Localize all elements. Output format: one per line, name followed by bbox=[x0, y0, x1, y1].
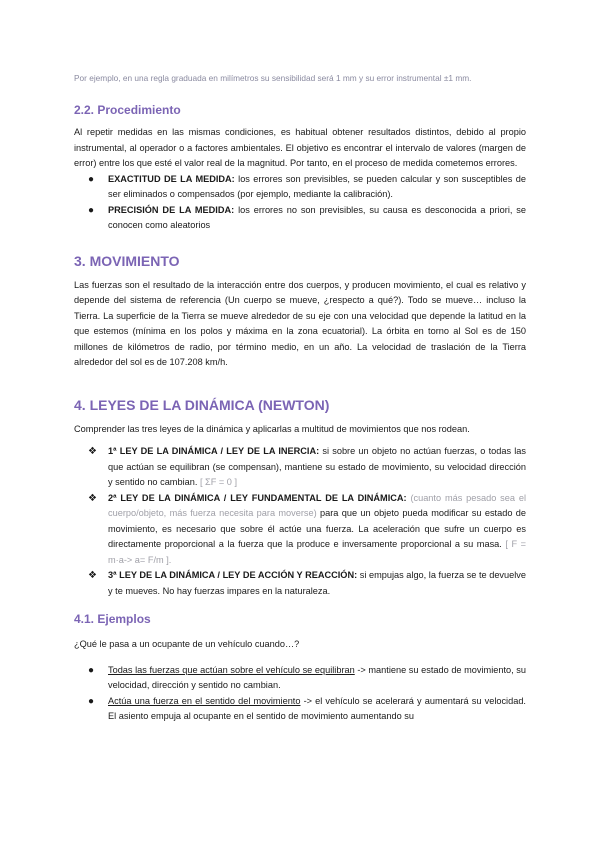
example-1-result: -> mantiene su estado de movimiento, su velocidad, dirección y sentido no cambian. bbox=[108, 664, 526, 690]
example-2-result: -> el vehículo se acelerará y aumentará su velocidad. El asiento empuja al ocupante en el sentido de movimiento aumentando su bbox=[108, 695, 526, 721]
heading-ejemplos: 4.1. Ejemplos bbox=[74, 612, 151, 626]
text-exactitud: los errores son previsibles, se pueden calcular y son susceptibles de ser eliminados o compensados (por ejemplo, mediante la calibración). bbox=[108, 173, 526, 199]
list-item bbox=[74, 568, 526, 599]
diamond-bullet-icon: ❖ bbox=[88, 492, 97, 504]
law-1-text: si sobre un objeto no actúan fuerzas, o todas las que actúan se equilibran (se compensan), mantiene su estado de movimiento, su velocidad dirección y sentido no cambian. bbox=[108, 446, 527, 487]
bullet-dot-icon: ● bbox=[88, 664, 95, 676]
document-page bbox=[74, 66, 526, 725]
list-ejemplos bbox=[74, 663, 526, 725]
list-item bbox=[74, 491, 526, 569]
law-2-text: para que un objeto pueda modificar su estado de movimiento, es necesario que sobre él actúe una fuerza. La aceleración que sufre un cuerpo es directamente proporcional a la fuerza que la produce e inversamente proporcional a su masa. bbox=[108, 508, 526, 549]
list-item bbox=[74, 663, 526, 694]
paragraph-procedimiento: Al repetir medidas en las mismas condiciones, es habitual obtener resultados distintos, debido al propio instrumental, al operador o a factores ambientales. El objetivo es encontrar el intervalo de valores (margen de error) entre los que esté el valor real de la magnitud. Por tanto, en el proceso de medida cometemos errores. bbox=[74, 127, 526, 168]
list-leyes bbox=[74, 444, 526, 599]
list-item bbox=[74, 203, 526, 234]
paragraph-movimiento: Las fuerzas son el resultado de la interacción entre dos cuerpos, y producen movimiento, el cual es relativo y depende del sistema de referencia (Un cuerpo se mueve, ¿respecto a qué?). Todo se mueve… incluso la Tierra. La superficie de la Tierra se mueve alrededor de su eje con una velocidad que depende la latitud en la que estemos (mínima en los polos y máxima en la zona ecuatorial). La órbita en torno al Sol es de 150 millones de kilómetros de radio, por término medio, en un año. La velocidad de traslación de la Tierra alrededor del sol es de 107.208 km/h. bbox=[74, 279, 526, 367]
diamond-bullet-icon: ❖ bbox=[88, 570, 97, 581]
list-item bbox=[74, 694, 526, 725]
example-1-condition: Todas las fuerzas que actúan sobre el vehículo se equilibran bbox=[108, 664, 355, 675]
diamond-bullet-icon: ❖ bbox=[88, 446, 97, 457]
question-ejemplos: ¿Qué le pasa a un ocupante de un vehículo cuando…? bbox=[74, 639, 300, 649]
intro-leyes: Comprender las tres leyes de la dinámica y aplicarlas a multitud de movimientos que nos rodean. bbox=[74, 423, 470, 434]
list-item bbox=[74, 172, 526, 203]
bullet-dot-icon: ● bbox=[88, 695, 95, 707]
example-2-condition: Actúa una fuerza en el sentido del movimiento bbox=[108, 695, 301, 706]
term-exactitud: EXACTITUD DE LA MEDIDA: bbox=[108, 173, 235, 184]
list-item bbox=[74, 444, 526, 491]
law-1-formula: [ ΣF = 0 ] bbox=[197, 477, 238, 487]
heading-leyes: 4. LEYES DE LA DINÁMICA (NEWTON) bbox=[74, 396, 330, 413]
heading-movimiento: 3. MOVIMIENTO bbox=[74, 252, 180, 269]
law-2-formula: [ F = m·a-> a= F/m ]. bbox=[108, 539, 526, 565]
heading-procedimiento: 2.2. Procedimiento bbox=[74, 103, 181, 117]
term-precision: PRECISIÓN DE LA MEDIDA: bbox=[108, 204, 235, 215]
text-precision: los errores no son previsibles, su causa es desconocida a priori, se conocen como aleatorios bbox=[108, 204, 527, 230]
law-1-title: 1ª LEY DE LA DINÁMICA / LEY DE LA INERCIA: bbox=[108, 446, 320, 456]
law-3-title: 3ª LEY DE LA DINÁMICA / LEY DE ACCIÓN Y REACCIÓN: bbox=[108, 570, 358, 580]
top-note: Por ejemplo, en una regla graduada en milímetros su sensibilidad será 1 mm y su error instrumental ±1 mm. bbox=[74, 73, 472, 83]
list-medida bbox=[74, 172, 526, 234]
bullet-dot-icon: ● bbox=[88, 173, 95, 185]
bullet-dot-icon: ● bbox=[88, 204, 95, 216]
law-2-aside: (cuanto más pesado sea el cuerpo/objeto, más fuerza necesita para moverse) bbox=[108, 492, 526, 518]
law-3-text: si empujas algo, la fuerza se te devuelve y te mueves. No hay fuerzas impares en la naturaleza. bbox=[108, 570, 526, 596]
law-2-title: 2ª LEY DE LA DINÁMICA / LEY FUNDAMENTAL DE LA DINÁMICA: bbox=[108, 492, 407, 503]
